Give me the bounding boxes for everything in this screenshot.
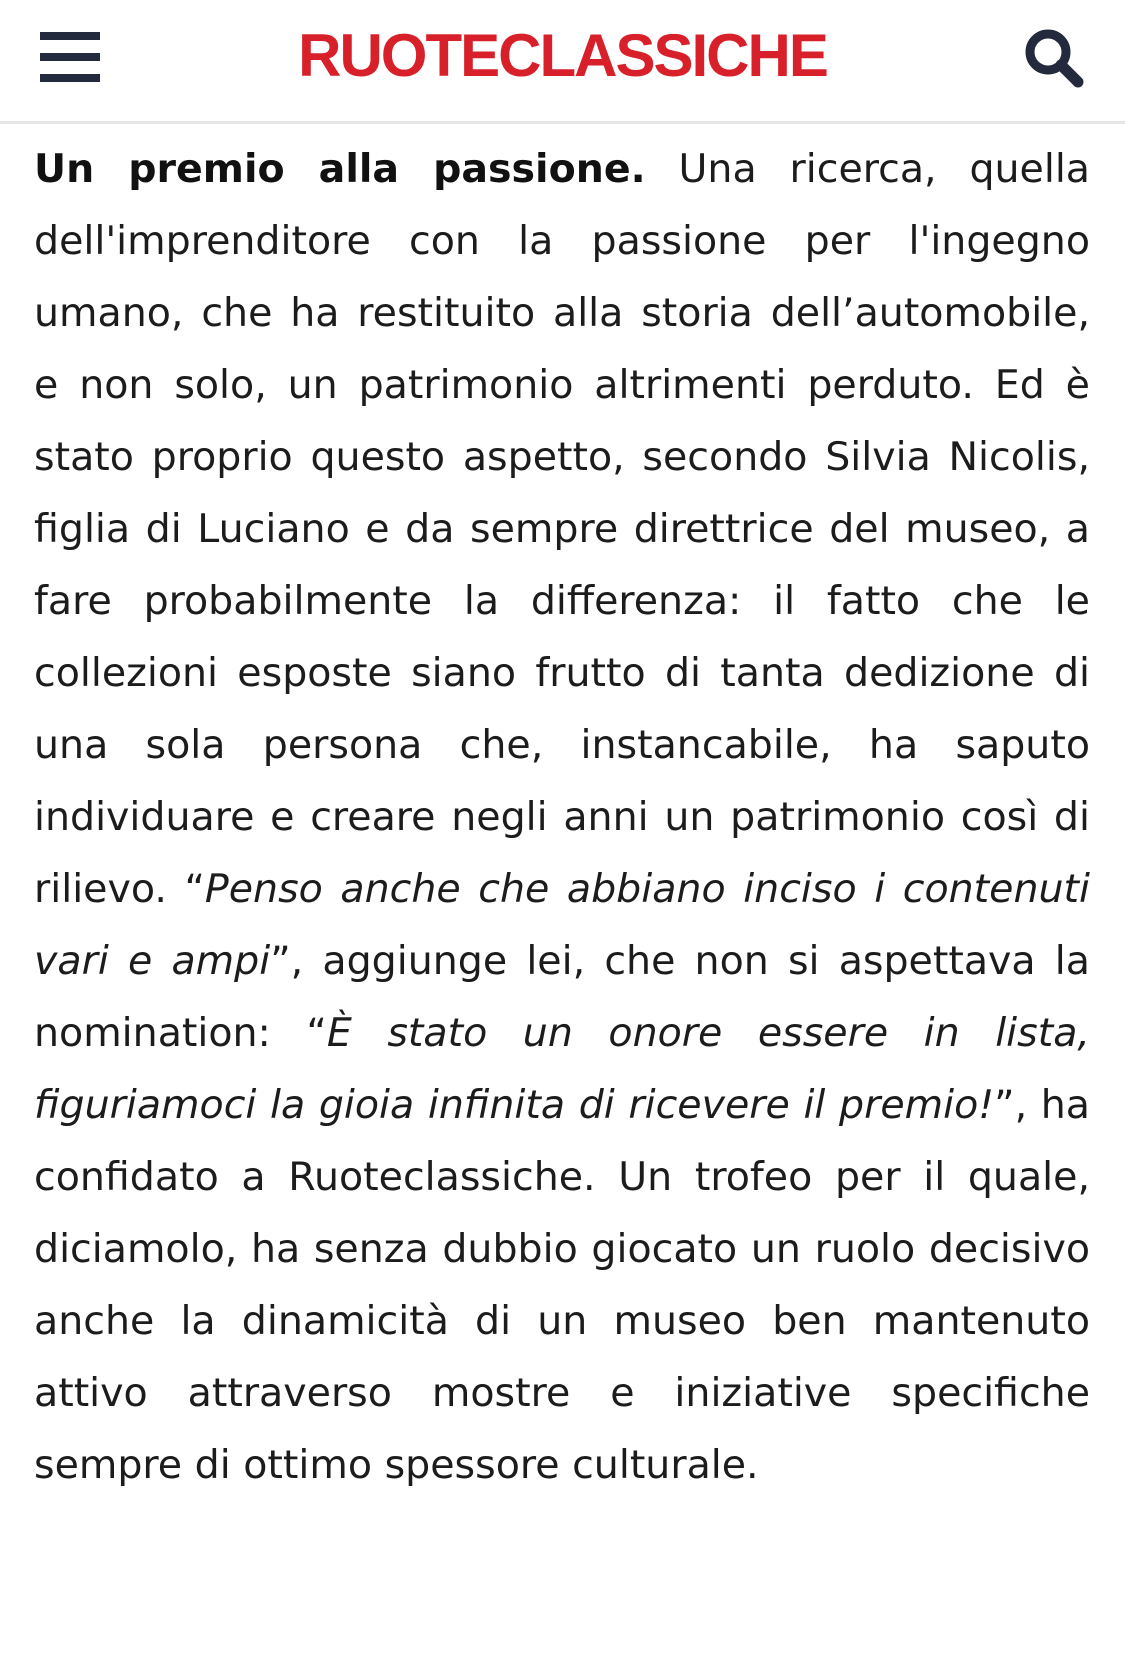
search-icon[interactable] — [1022, 26, 1086, 90]
article-paragraph — [34, 133, 1090, 1501]
article-text-2: ”, aggiunge lei, che non si aspettava la nomination: “ — [34, 938, 1090, 1056]
quote-1: Penso anche che abbiano inciso i contenuti vari e ampi — [34, 866, 1091, 984]
site-header — [0, 0, 1125, 124]
article-lead: Un premio alla passione. — [34, 146, 646, 192]
search-icon-graphic — [1022, 26, 1086, 90]
quote-2: È stato un onore essere in lista, figuriamoci la gioia infinita di ricevere il premio! — [34, 1010, 1090, 1128]
article-text-3: ”, ha confidato a Ruoteclassiche. Un trofeo per il quale, diciamolo, ha senza dubbio giocato un ruolo decisivo anche la dinamicità di un museo ben mantenuto attivo attraverso mostre e iniziative specifiche sempre di ottimo spessore culturale. — [34, 1082, 1090, 1488]
site-logo[interactable]: RUOTECLASSICHE — [298, 22, 827, 89]
article-text-1: Una ricerca, quella dell'imprenditore con la passione per l'ingegno umano, che ha restituito alla storia dell’automobile, e non solo, un patrimonio altrimenti perduto. Ed è stato proprio questo aspetto, secondo Silvia Nicolis, figlia di Luciano e da sempre direttrice del museo, a fare probabilmente la differenza: il fatto che le collezioni esposte siano frutto di tanta dedizione di una sola persona che, instancabile, ha saputo individuare e creare negli anni un patrimonio così di rilievo. “ — [34, 146, 1091, 912]
